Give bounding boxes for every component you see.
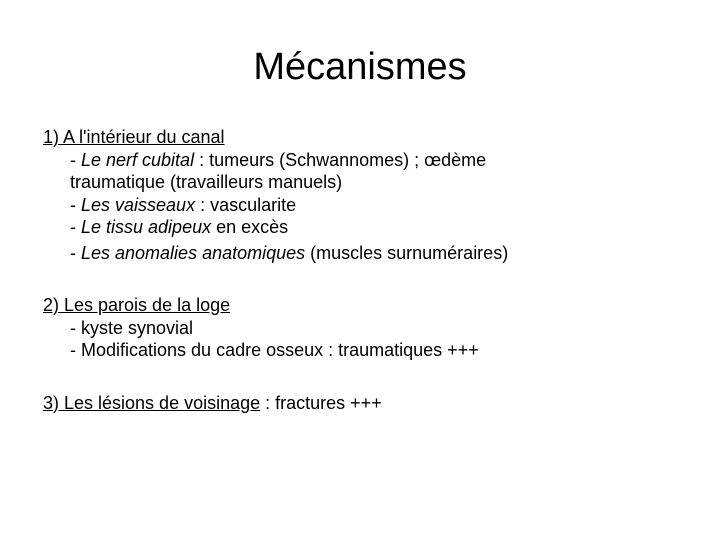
section-3 xyxy=(43,392,683,415)
item-text: : vascularite xyxy=(195,194,297,215)
item-emphasis: Les anomalies anatomiques xyxy=(81,242,306,263)
list-item: - kyste synovial xyxy=(70,317,194,338)
section-2-items xyxy=(43,317,683,362)
item-text: : tumeurs (Schwannomes) ; œdème xyxy=(194,149,487,170)
section-2-heading: 2) Les parois de la loge xyxy=(43,295,231,315)
item-emphasis: Le nerf cubital xyxy=(81,149,195,170)
section-3-text: : fractures +++ xyxy=(260,392,382,413)
list-item-continuation xyxy=(70,171,683,194)
item-emphasis: Le tissu adipeux xyxy=(81,217,212,237)
section-1 xyxy=(43,126,683,149)
item-prefix: - xyxy=(70,242,81,263)
item-text: en excès xyxy=(211,217,289,237)
item-prefix: - xyxy=(70,149,81,170)
item-text-continued: traumatique (travailleurs manuels) xyxy=(70,172,343,192)
item-emphasis: Les vaisseaux xyxy=(81,194,196,215)
item-prefix: - xyxy=(70,217,81,237)
item-prefix: - xyxy=(70,194,81,215)
section-2 xyxy=(43,294,683,317)
list-item: - Modifications du cadre osseux : traumatiques +++ xyxy=(70,340,479,360)
section-3-heading: 3) Les lésions de voisinage xyxy=(43,392,261,413)
list-item xyxy=(70,242,683,265)
list-item xyxy=(70,216,683,239)
section-1-items xyxy=(43,149,683,265)
slide-body xyxy=(43,126,683,414)
section-1-heading: 1) A l'intérieur du canal xyxy=(43,127,225,147)
slide-title: Mécanismes xyxy=(253,46,467,88)
item-text: (muscles surnuméraires) xyxy=(305,242,509,263)
list-item xyxy=(70,149,683,172)
list-item xyxy=(70,194,683,217)
